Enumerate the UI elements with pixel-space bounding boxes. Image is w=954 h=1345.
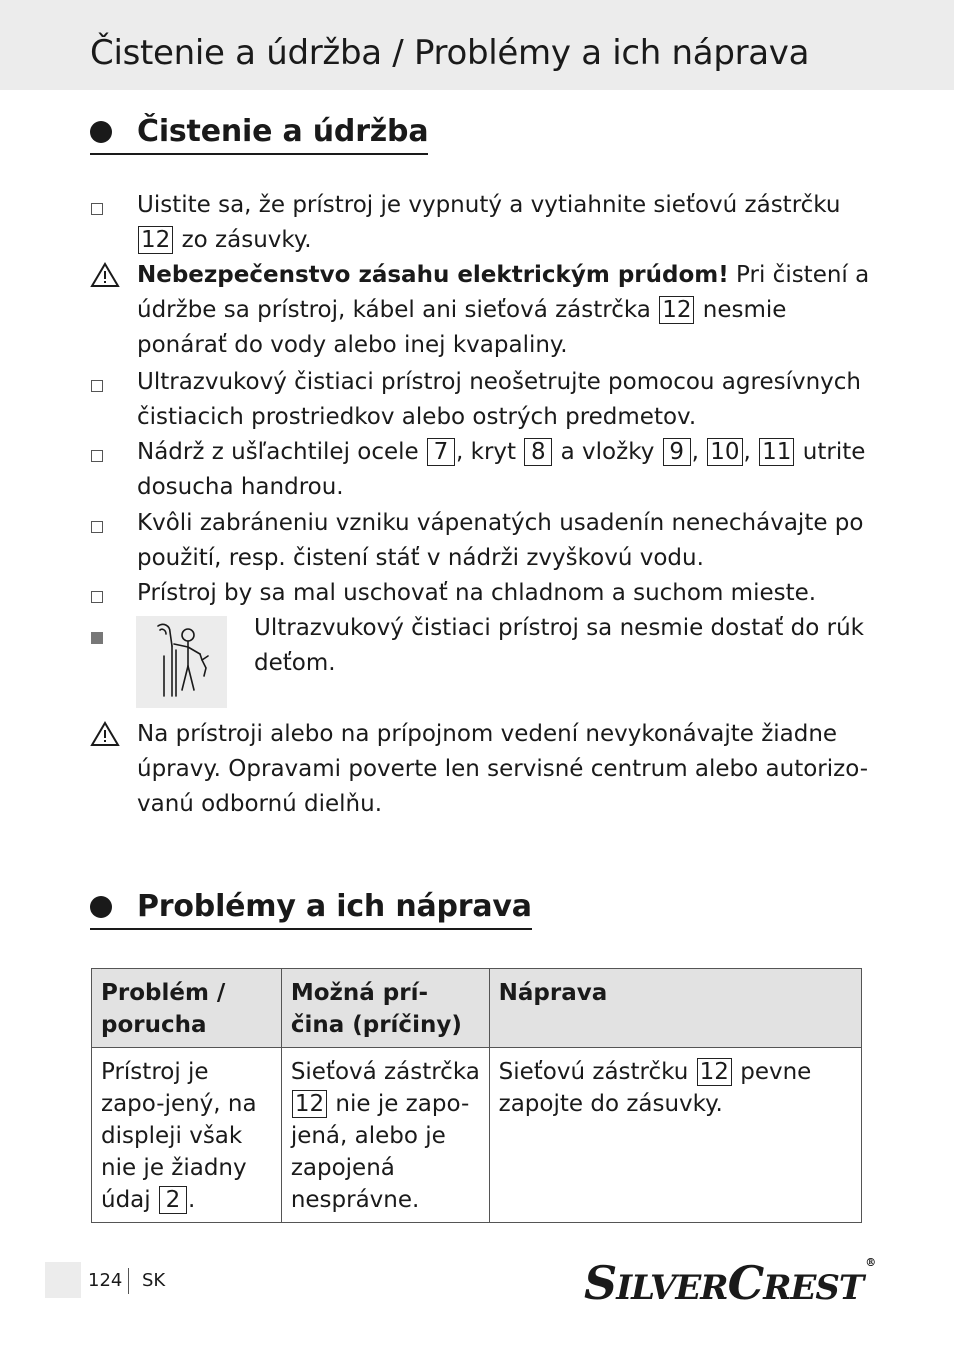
item-text: , (691, 439, 707, 465)
list-item (90, 576, 870, 611)
item-text: nesmie ponárať do vody alebo inej kvapaliny. (137, 297, 787, 358)
checkbox-square-icon (91, 450, 103, 462)
keep-away-from-children-icon (136, 616, 227, 708)
part-ref: 11 (759, 438, 794, 466)
warning-item (90, 717, 870, 822)
bullet-dot-icon (90, 121, 112, 143)
troubleshooting-table (91, 968, 862, 1223)
language-code: SK (142, 1270, 166, 1291)
part-ref: 9 (663, 438, 691, 466)
list-item (90, 188, 870, 258)
table-header-row (92, 969, 862, 1048)
column-header: Problém / porucha (92, 969, 282, 1048)
table-row (92, 1048, 862, 1223)
checkbox-square-icon (91, 380, 103, 392)
column-header: Možná prí-čina (príčiny) (281, 969, 489, 1048)
item-text: Na prístroji alebo na prípojnom vedení nevykonávajte žiadne úpravy. Opravami poverte len servisné centrum alebo autorizo-vanú odbornú dielňu. (137, 721, 869, 817)
item-text: Uistite sa, že prístroj je vypnutý a vytiahnite sieťovú zástrčku (137, 192, 841, 218)
brand-logo: SILVERCREST® (584, 1256, 876, 1310)
warning-triangle-icon (90, 721, 120, 747)
section-heading-cleaning (90, 114, 428, 155)
checkbox-square-icon (91, 591, 103, 603)
item-text: Nádrž z ušľachtilej ocele (137, 439, 426, 465)
item-text: , kryt (456, 439, 524, 465)
section-heading-troubleshooting (90, 889, 532, 930)
filled-square-icon (91, 632, 103, 644)
page-number: 124 (88, 1268, 129, 1294)
part-ref: 10 (707, 438, 742, 466)
table-cell-remedy: Sieťovú zástrčku 12 pevne zapojte do zásuvky. (489, 1048, 861, 1223)
page-title: Čistenie a údržba / Problémy a ich náprava (90, 33, 810, 73)
checkbox-square-icon (91, 203, 103, 215)
item-text: , (743, 439, 759, 465)
item-text: Kvôli zabráneniu vzniku vápenatých usadenín nenechávajte po použití, resp. čistení stáť v nádrži zvyškovú vodu. (137, 510, 864, 571)
item-text: Prístroj by sa mal uschovať na chladnom a suchom mieste. (137, 580, 817, 606)
warning-item (90, 258, 870, 363)
table-cell-cause: Sieťová zástrčka 12 nie je zapo-jená, alebo je zapojená nesprávne. (281, 1048, 489, 1223)
item-text: a vložky (553, 439, 662, 465)
section-title-troubleshooting: Problémy a ich náprava (137, 889, 532, 924)
item-text: Ultrazvukový čistiaci prístroj sa nesmie dostať do rúk deťom. (254, 615, 864, 676)
item-text: utrite dosucha handrou. (137, 439, 866, 500)
part-ref: 12 (138, 226, 173, 254)
list-item (90, 435, 870, 505)
footer-marker-box (45, 1262, 81, 1298)
part-ref: 8 (524, 438, 552, 466)
checkbox-square-icon (91, 521, 103, 533)
child-warning-item (90, 616, 870, 708)
part-ref: 2 (159, 1186, 187, 1214)
column-header: Náprava (489, 969, 861, 1048)
list-item (90, 365, 870, 435)
section-title-cleaning: Čistenie a údržba (137, 114, 429, 149)
bullet-dot-icon (90, 896, 112, 918)
part-ref: 12 (697, 1058, 732, 1086)
item-text: Ultrazvukový čistiaci prístroj neošetrujte pomocou agresívnych čistiacich prostriedkov alebo ostrých predmetov. (137, 369, 861, 430)
warning-triangle-icon (90, 262, 120, 288)
part-ref: 7 (427, 438, 455, 466)
part-ref: 12 (292, 1090, 327, 1118)
part-ref: 12 (659, 296, 694, 324)
item-text: Pri čistení a údržbe sa prístroj, kábel ani sieťová zástrčka (137, 262, 870, 323)
list-item (90, 506, 870, 576)
item-text: zo zásuvky. (174, 227, 312, 253)
warning-heading: Nebezpečenstvo zásahu elektrickým prúdom! (137, 262, 729, 288)
table-cell-problem: Prístroj je zapo-jený, na displeji však nie je žiadny údaj 2 . (92, 1048, 282, 1223)
